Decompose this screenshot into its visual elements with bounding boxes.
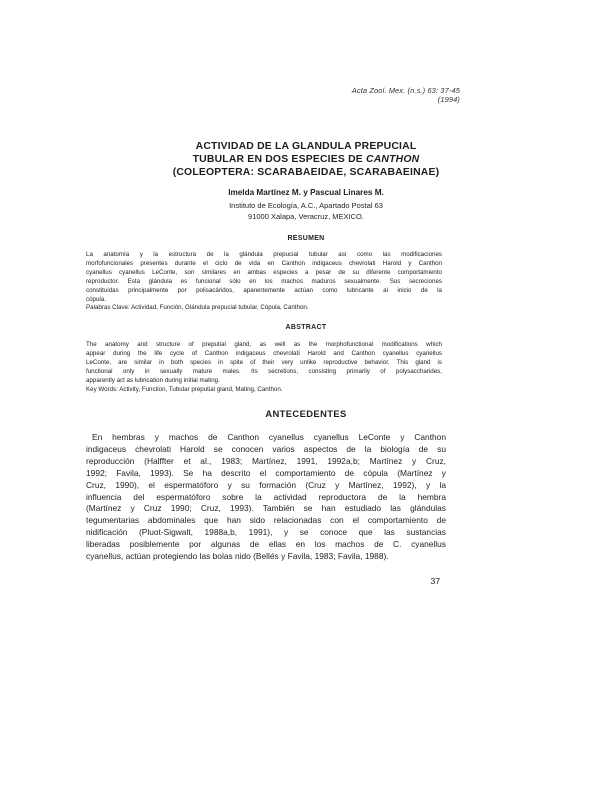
affiliation-line-1: Instituto de Ecología, A.C., Apartado Postal 63 (229, 201, 383, 210)
resumen-line: cópula. (86, 295, 106, 303)
body-line: 1992; Favila, 1993). Se ha descrito el comportamiento de cópula (Martínez y (86, 467, 446, 478)
antecedentes-text (86, 432, 446, 563)
page-number: 37 (430, 576, 440, 586)
resumen-line: morfofuncionales presentes durante el ciclo de vida en Canthon indigaceus chevrolati Harold y Canthon (86, 259, 442, 267)
paper-title (60, 140, 552, 179)
abstract-keywords: Key Words: Activity, Function, Tubular preputial gland, Mating, Canthon. (86, 385, 283, 393)
abstract-line: The anatomy and structure of preputial gland, as well as the morphofunctional modifications which (86, 341, 442, 348)
antecedentes-heading: ANTECEDENTES (265, 408, 347, 419)
resumen-line: cyanellus cyanellus LeConte, son similares en ambas especies a pesar de su diferente comportamiento (86, 268, 442, 276)
body-line: cyanellus, actúan protegiendo las bolas nido (Bellés y Favila, 1983; Favila, 1988). (86, 551, 389, 562)
abstract-line: LeConte, are similar in both species in spite of their very unlike reproductive behavior. This gland is (86, 358, 442, 366)
body-line: (Martínez y Cruz 1990; Cruz, 1993). También se han estudiado las glándulas (86, 503, 446, 514)
body-line: influencia del espermatóforo sobre la actividad reproductora de la hembra (86, 491, 446, 502)
abstract-line: functional only in sexually mature males. Its secretions, consisting primarily of polysaccharides, (86, 367, 442, 375)
affiliation-line-2: 91000 Xalapa, Veracruz, MEXICO. (248, 212, 364, 221)
body-line: En hembras y machos de Canthon cyanellus cyanellus LeConte y Canthon (92, 432, 446, 442)
abstract-heading: ABSTRACT (285, 324, 327, 331)
title-line-1: ACTIVIDAD DE LA GLANDULA PREPUCIAL (195, 141, 417, 152)
body-line: tegumentarias abdominales que han sido relacionadas con el comportamiento de (86, 515, 446, 526)
resumen-line: constituidas principalmente por polisacáridos, aparentemente actúan como lubricante al inicio de la (86, 286, 442, 294)
body-line: indigaceus chevrolati Harold se conocen varios aspectos de la biología de su (86, 443, 446, 454)
body-line: reproducción (Halffter et al., 1983; Martínez, 1991, 1992a,b; Martínez y Cruz, (86, 455, 446, 466)
body-line: Cruz, 1990), el espermatóforo y su formación (Cruz y Martínez, 1992), y la (86, 479, 446, 490)
resumen-keywords: Palabras Clave: Actividad, Función, Glándula prepucial tubular, Cópula, Canthon. (86, 304, 309, 312)
abstract-line: apparently act as lubrication during initial mating. (86, 376, 220, 384)
abstract-text (86, 341, 442, 394)
journal-reference: Acta Zool. Mex. (n.s.) 63: 37-45 (1994) (351, 86, 460, 104)
body-line: liberadas posiblemente por algunas de ellas en los machos de C. cyanellus (86, 539, 446, 550)
body-line: nidificación (Pluot-Sigwalt, 1988a,b, 1991), y se conoce que las sustancias (86, 527, 446, 538)
resumen-line: reproductor. Esta glándula es funcional sólo en los machos maduros sexualmente. Sus secreciones (86, 277, 442, 285)
title-line-2-prefix: TUBULAR EN DOS ESPECIES DE (192, 154, 367, 165)
title-genus: CANTHON (366, 154, 420, 165)
resumen-line: La anatomía y la estructura de la glándula prepucial tubular así como las modificaciones (86, 251, 442, 258)
resumen-heading: RESUMEN (287, 235, 325, 242)
resumen-text (86, 251, 442, 313)
abstract-line: appear during the life cycle of Canthon indigaceus chevrolati Harold and Canthon cyanellus cyanellus (86, 349, 442, 357)
title-line-2 (60, 153, 552, 166)
affiliation (60, 200, 552, 222)
authors: Imelda Martínez M. y Pascual Linares M. (228, 188, 384, 197)
title-line-3: (COLEOPTERA: SCARABAEIDAE, SCARABAEINAE) (172, 167, 440, 178)
